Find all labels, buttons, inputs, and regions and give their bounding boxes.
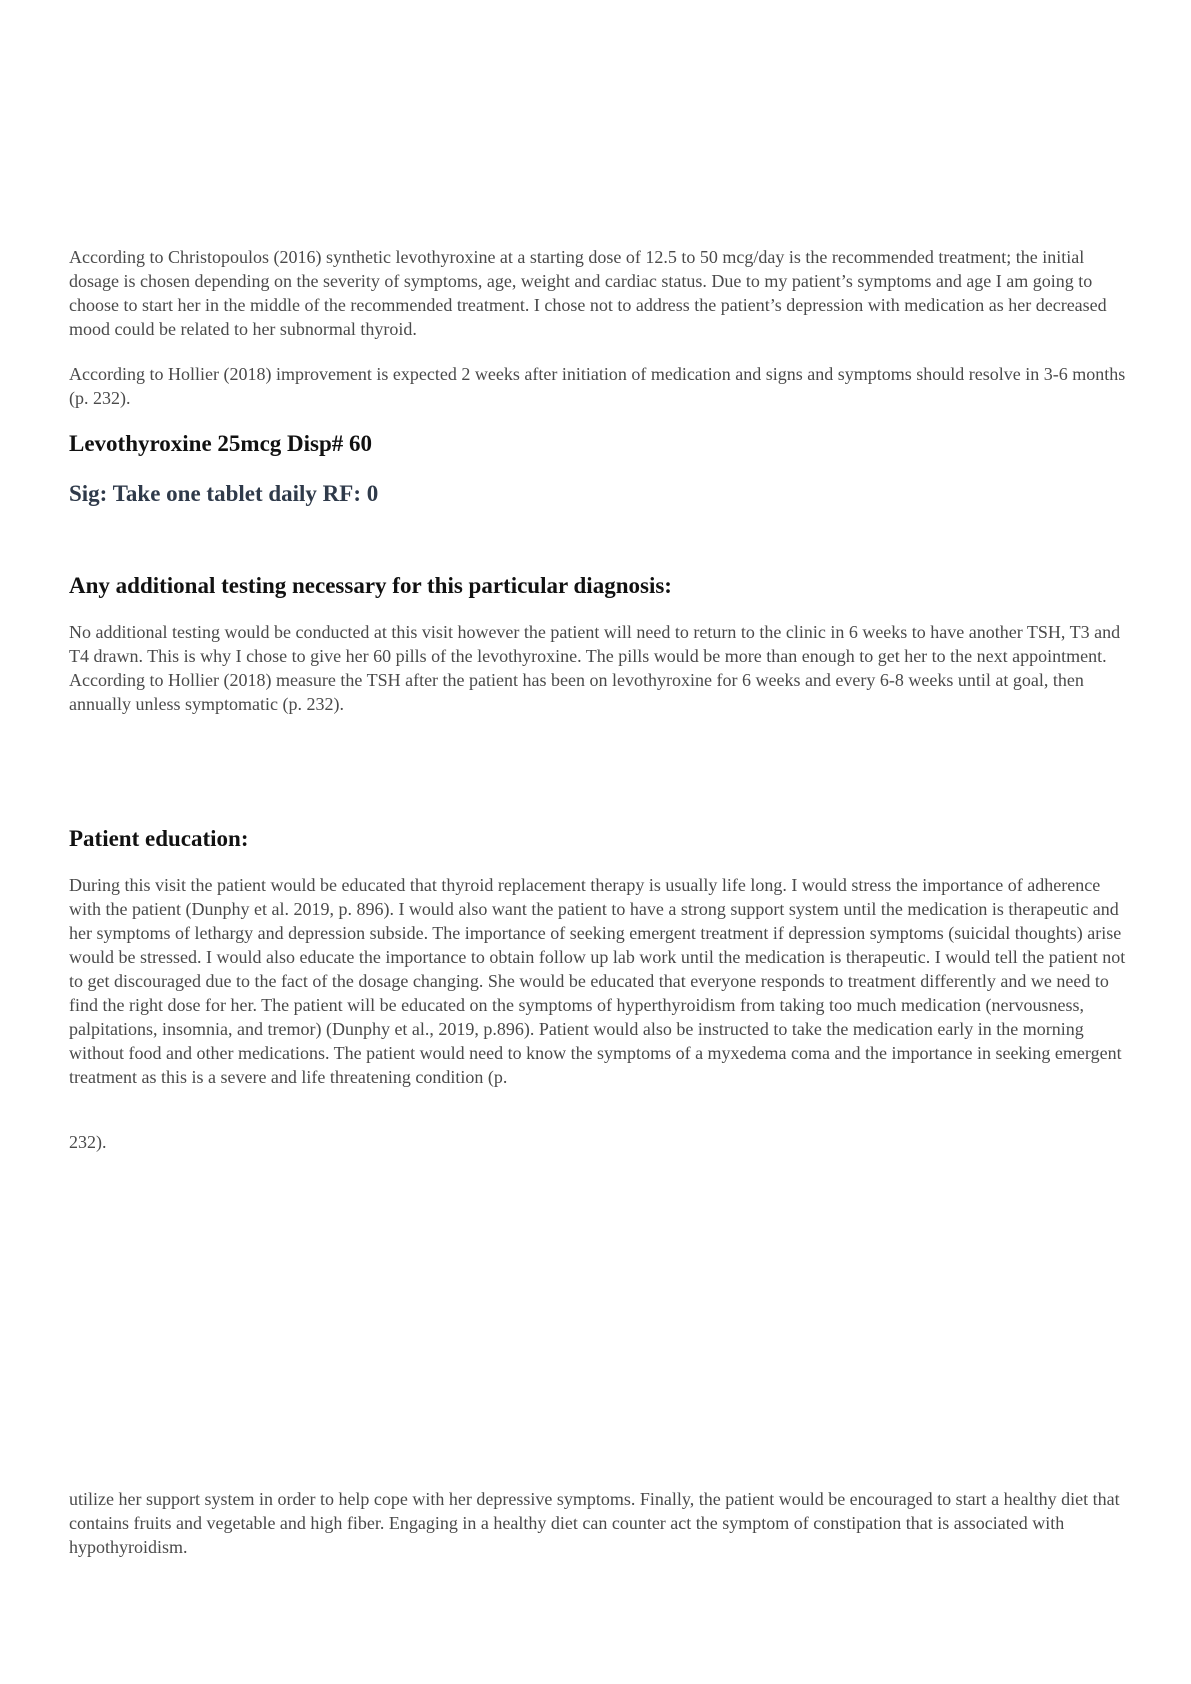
sig-block — [69, 480, 1129, 508]
page-ref-block — [69, 1130, 1129, 1154]
treatment-paragraph-block — [69, 245, 1129, 341]
testing-paragraph: No additional testing would be conducted at this visit however the patient will need to return to the clinic in 6 weeks to have another TSH, T3 and T4 drawn. This is why I chose to give her 60 pills of the levothyroxine. The pills would be more than enough to get her to the next appointment. According to Hollier (2018) measure the TSH after the patient has been on levothyroxine for 6 weeks and every 6-8 weeks until at goal, then annually unless symptomatic (p. 232). — [69, 622, 1121, 714]
improvement-paragraph: According to Hollier (2018) improvement is expected 2 weeks after initiation of medication and signs and symptoms should resolve in 3-6 months (p. 232). — [69, 364, 1126, 408]
prescription-line: Levothyroxine 25mcg Disp# 60 — [69, 431, 373, 456]
prescription-block — [69, 430, 1129, 458]
testing-heading-block — [69, 572, 1129, 600]
support-paragraph: utilize her support system in order to help cope with her depressive symptoms. Finally, the patient would be encouraged to start a healthy diet that contains fruits and vegetable and high fiber. Engaging in a healthy diet can counter act the symptom of constipation that is associated with hypothyroidism. — [69, 1489, 1120, 1557]
improvement-paragraph-block — [69, 362, 1129, 410]
testing-paragraph-block — [69, 620, 1129, 716]
sig-line: Sig: Take one tablet daily RF: 0 — [69, 481, 379, 506]
page-reference: 232). — [69, 1132, 107, 1152]
education-paragraph-block — [69, 873, 1129, 1089]
testing-heading: Any additional testing necessary for this particular diagnosis: — [69, 573, 672, 598]
support-paragraph-block — [69, 1487, 1129, 1559]
education-heading-block — [69, 825, 1129, 853]
education-heading: Patient education: — [69, 826, 249, 851]
treatment-paragraph: According to Christopoulos (2016) synthetic levothyroxine at a starting dose of 12.5 to 50 mcg/day is the recommended treatment; the initial dosage is chosen depending on the severity of symptoms, age, weight and cardiac status. Due to my patient’s symptoms and age I am going to choose to start her in the middle of the recommended treatment. I chose not to address the patient’s depression with medication as her decreased mood could be related to her subnormal thyroid. — [69, 247, 1107, 339]
education-paragraph: During this visit the patient would be educated that thyroid replacement therapy is usually life long. I would stress the importance of adherence with the patient (Dunphy et al. 2019, p. 896). I would also want the patient to have a strong support system until the medication is therapeutic and her symptoms of lethargy and depression subside. The importance of seeking emergent treatment if depression symptoms (suicidal thoughts) arise would be stressed. I would also educate the importance to obtain follow up lab work until the medication is therapeutic. I would tell the patient not to get discouraged due to the fact of the dosage changing. She would be educated that everyone responds to treatment differently and we need to find the right dose for her. The patient will be educated on the symptoms of hyperthyroidism from taking too much medication (nervousness, palpitations, insomnia, and tremor) (Dunphy et al., 2019, p.896). Patient would also be instructed to take the medication early in the morning without food and other medications. The patient would need to know the symptoms of a myxedema coma and the importance in seeking emergent treatment as this is a severe and life threatening condition (p. — [69, 875, 1126, 1087]
